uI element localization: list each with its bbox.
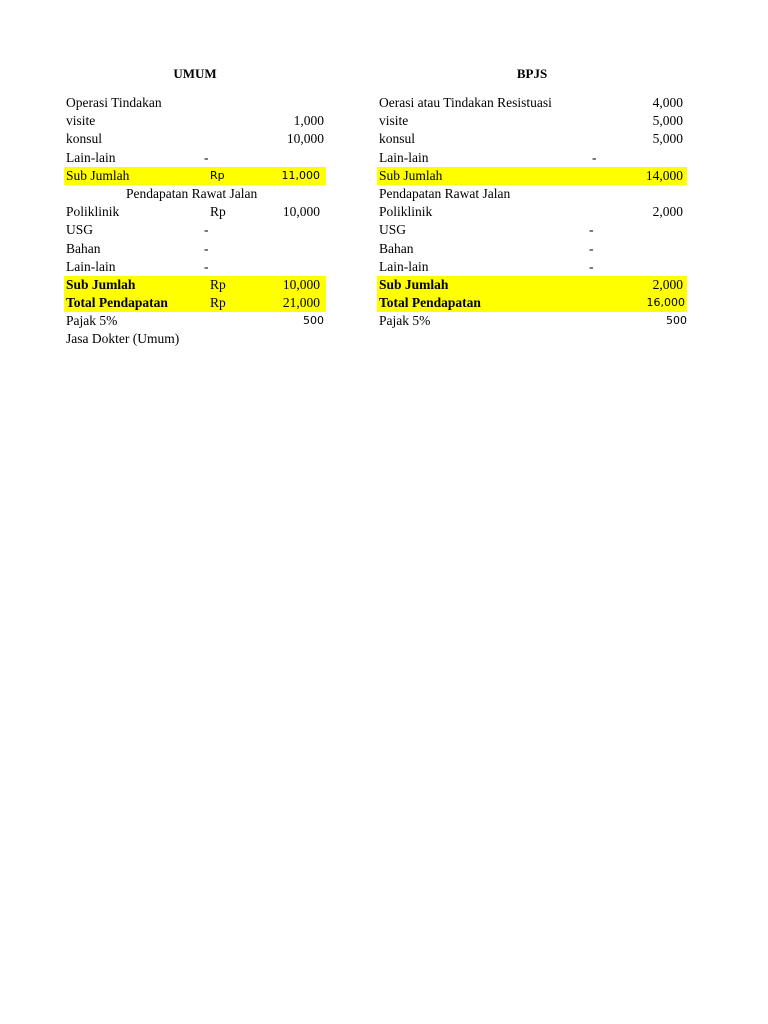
bpjs-row-lainlain <box>377 149 687 167</box>
umum-row-operasi <box>64 94 326 112</box>
bpjs-row-rawat-jalan <box>377 185 687 203</box>
row-label: Sub Jumlah <box>379 276 449 292</box>
row-label: Lain-lain <box>66 258 116 274</box>
umum-row-usg <box>64 221 326 239</box>
row-label: Poliklinik <box>66 204 120 220</box>
umum-section <box>64 64 326 349</box>
row-label: Bahan <box>379 240 414 256</box>
row-label: Lain-lain <box>66 149 116 165</box>
row-dash: - <box>204 222 209 238</box>
bpjs-row-total <box>377 294 687 312</box>
bpjs-row-subjumlah-2 <box>377 276 687 294</box>
row-label: Pajak 5% <box>66 313 118 329</box>
row-value: 11,000 <box>281 168 320 182</box>
umum-row-jasa-dokter <box>64 330 326 348</box>
row-label: Sub Jumlah <box>66 276 136 292</box>
row-value: 5,000 <box>652 113 683 129</box>
umum-row-poliklinik <box>64 203 326 221</box>
section-label: Pendapatan Rawat Jalan <box>126 185 258 201</box>
row-value: 21,000 <box>282 295 320 311</box>
currency-label: Rp <box>210 204 226 220</box>
row-dash: - <box>589 240 594 256</box>
row-label: konsul <box>66 131 103 147</box>
bpjs-header: BPJS <box>516 66 548 81</box>
row-dash: - <box>592 149 597 165</box>
row-value: 2,000 <box>652 276 683 292</box>
umum-header: UMUM <box>173 66 217 81</box>
row-value: 10,000 <box>282 204 320 220</box>
umum-row-lainlain-2 <box>64 258 326 276</box>
row-value: 16,000 <box>646 296 685 310</box>
row-label: Pajak 5% <box>379 313 431 329</box>
bpjs-row-operasi <box>377 94 687 112</box>
row-value: 2,000 <box>652 204 683 220</box>
row-dash: - <box>589 222 594 238</box>
row-label: Oerasi atau Tindakan Resistuasi <box>379 95 552 110</box>
row-label: Jasa Dokter (Umum) <box>66 331 180 347</box>
row-label: Poliklinik <box>379 204 433 220</box>
currency-label: Rp <box>210 276 226 292</box>
row-label: Total Pendapatan <box>66 295 168 311</box>
row-label: Sub Jumlah <box>379 167 443 183</box>
bpjs-section <box>377 64 687 330</box>
currency-label: Rp <box>210 295 226 311</box>
bpjs-row-usg <box>377 221 687 239</box>
bpjs-row-lainlain-2 <box>377 258 687 276</box>
row-value: 500 <box>303 314 324 328</box>
umum-row-subjumlah-2 <box>64 276 326 294</box>
bpjs-row-pajak <box>377 312 687 330</box>
row-dash: - <box>589 258 594 274</box>
row-label: USG <box>66 222 94 238</box>
row-dash: - <box>204 240 209 256</box>
row-label: Lain-lain <box>379 258 429 274</box>
umum-row-lainlain <box>64 149 326 167</box>
row-value: 10,000 <box>286 131 324 147</box>
bpjs-row-visite <box>377 112 687 130</box>
row-label: USG <box>379 222 407 238</box>
row-label: Lain-lain <box>379 149 429 165</box>
currency-label: Rp <box>210 168 225 182</box>
row-label: Operasi Tindakan <box>66 95 162 110</box>
umum-row-total <box>64 294 326 312</box>
umum-row-visite <box>64 112 326 130</box>
row-dash: - <box>204 149 209 165</box>
row-label: visite <box>66 113 96 129</box>
umum-row-subjumlah-1 <box>64 167 326 185</box>
row-value: 4,000 <box>652 95 683 110</box>
row-label: konsul <box>379 131 416 147</box>
umum-row-bahan <box>64 240 326 258</box>
row-value: 500 <box>666 314 687 328</box>
bpjs-row-konsul <box>377 130 687 148</box>
row-dash: - <box>204 258 209 274</box>
row-value: 1,000 <box>293 113 324 129</box>
row-label: Sub Jumlah <box>66 167 130 183</box>
row-label: Total Pendapatan <box>379 295 481 311</box>
row-label: visite <box>379 113 409 129</box>
row-label: Bahan <box>66 240 101 256</box>
bpjs-row-bahan <box>377 240 687 258</box>
bpjs-row-poliklinik <box>377 203 687 221</box>
umum-row-konsul <box>64 130 326 148</box>
bpjs-row-subjumlah-1 <box>377 167 687 185</box>
umum-row-rawat-jalan <box>64 185 326 203</box>
row-value: 5,000 <box>652 131 683 147</box>
row-value: 10,000 <box>282 276 320 292</box>
row-value: 14,000 <box>645 167 683 183</box>
section-label: Pendapatan Rawat Jalan <box>379 185 511 201</box>
umum-row-pajak <box>64 312 326 330</box>
